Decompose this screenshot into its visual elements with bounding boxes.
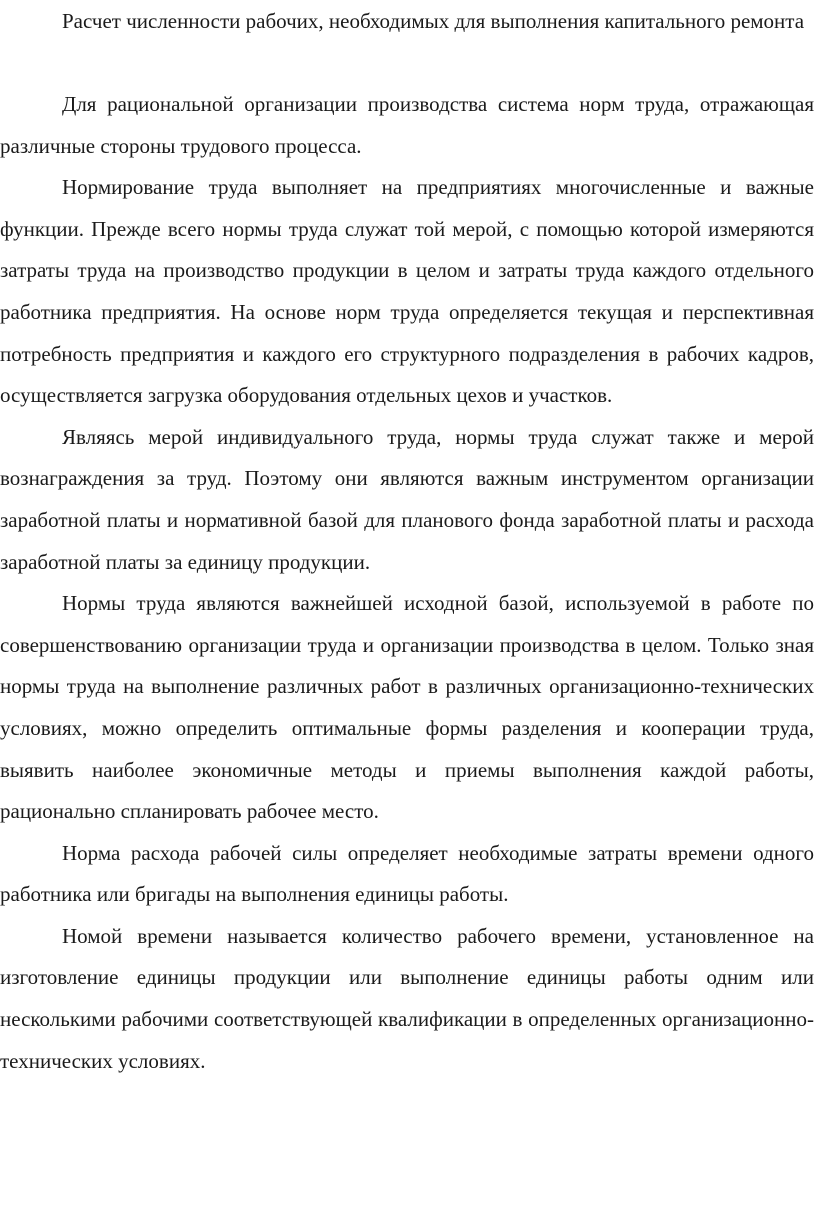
paragraph-2: Нормирование труда выполняет на предприятиях многочисленные и важные функции. Прежде всего нормы труда служат той мерой, с помощью которой измеряются затраты труда на производство продукции в целом и затраты труда каждого отдельного работника предприятия. На основе норм труда определяется текущая и перспективная потребность предприятия и каждого его структурного подразделения в рабочих кадров, осуществляется загрузка оборудования отдельных цехов и участков. xyxy=(0,175,814,408)
paragraph-6: Номой времени называется количество рабочего времени, установленное на изготовление единицы продукции или выполнение единицы работы одним или несколькими рабочими соответствующей квалификации в определенных организационно-технических условиях. xyxy=(0,923,814,1073)
paragraph-4: Нормы труда являются важнейшей исходной базой, используемой в работе по совершенствованию организации труда и организации производства в целом. Только зная нормы труда на выполнение различных работ в различных организационно-технических условиях, можно определить оптимальные формы разделения и кооперации труда, выявить наиболее экономичные методы и приемы выполнения каждой работы, рационально спланировать рабочее место. xyxy=(0,591,814,824)
paragraph-5: Норма расхода рабочей силы определяет необходимые затраты времени одного работника или бригады на выполнения единицы работы. xyxy=(0,840,814,907)
title-spacer xyxy=(0,42,814,84)
document-title: Расчет численности рабочих, необходимых для выполнения капитального ремонта xyxy=(62,9,805,33)
paragraph-3: Являясь мерой индивидуального труда, нормы труда служат также и мерой вознаграждения за труд. Поэтому они являются важным инструментом организации заработной платы и нормативной базой для планового фонда заработной платы и расхода заработной платы за единицу продукции. xyxy=(0,424,814,574)
paragraph-1: Для рациональной организации производства система норм труда, отражающая различные стороны трудового процесса. xyxy=(0,92,814,158)
